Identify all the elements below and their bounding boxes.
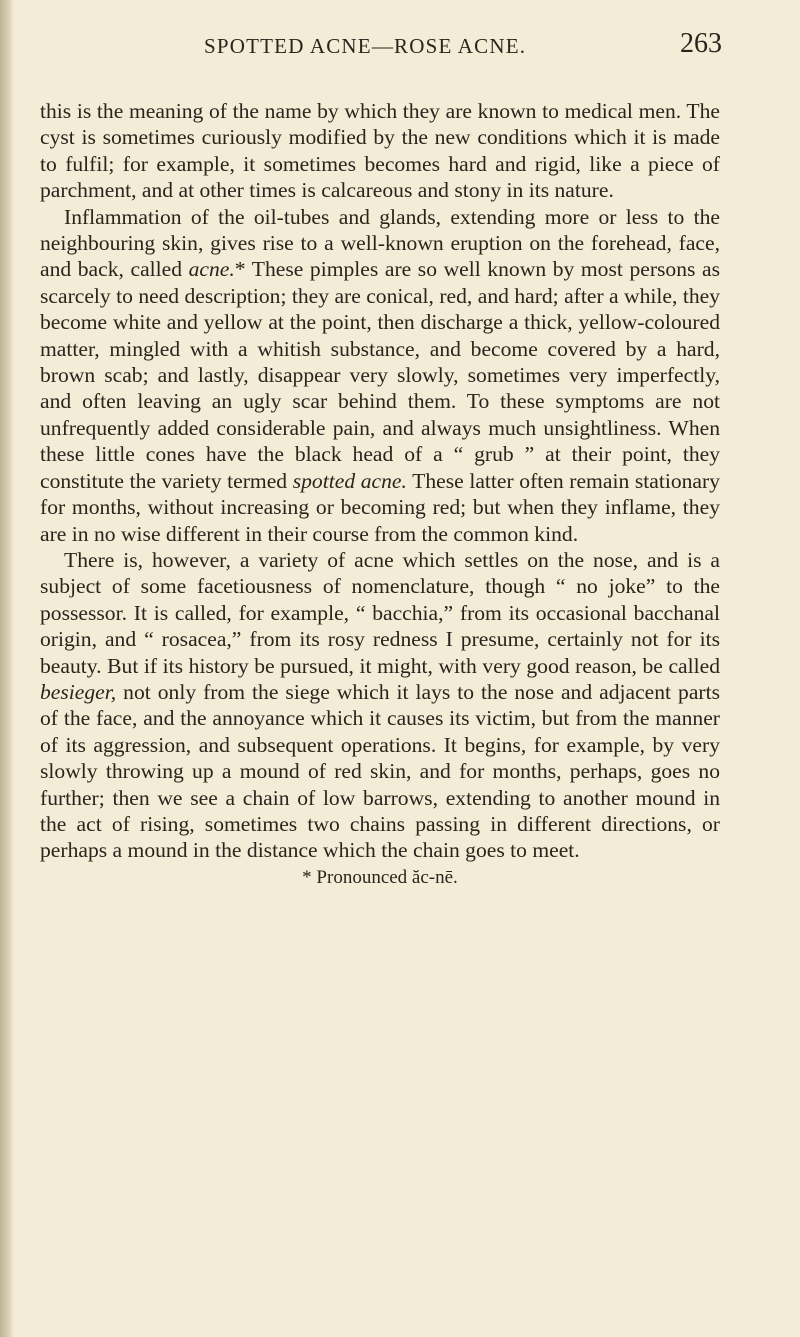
page-number: 263 <box>680 28 722 59</box>
book-page <box>40 28 720 890</box>
text-run: These latter often remain stationary for months, without increasing or becoming red; but when they inflame, they are in no wise different in their course from the common kind. <box>40 468 721 546</box>
paragraph-3 <box>40 547 720 864</box>
running-head <box>40 28 720 72</box>
text-run: this is the meaning of the name by which they are known to medical men. The cyst is sometimes curiously modified by the new conditions which it is made to fulfil; for example, it sometimes becomes hard and rigid, like a piece of parchment, and at other times is calcareous and stony in its nature. <box>40 99 720 203</box>
paragraph-1 <box>40 98 720 204</box>
text-run: not only from the siege which it lays to the nose and adjacent parts of the face, and the annoyance which it causes its victim, but from the manner of its aggression, and subsequent operations. It begins, for example, by very slowly throwing up a mound of red skin, and for months, perhaps, goes no further; then we see a chain of low barrows, extending to another mound in the act of rising, sometimes two chains passing in different directions, or perhaps a mound in the distance which the chain goes to meet. <box>40 679 720 863</box>
paragraph-2 <box>40 204 720 547</box>
footnote: * Pronounced ăc-nē. <box>302 866 458 888</box>
italic-term-besieger: besieger, <box>40 679 117 704</box>
italic-term-spotted-acne: spotted acne. <box>292 468 407 493</box>
body-text <box>40 98 720 864</box>
italic-term-acne: acne. <box>188 257 235 282</box>
text-run: There is, however, a variety of acne which settles on the nose, and is a subject of some facetiousness of nomenclature, though “ no joke” to the possessor. It is called, for example, “ bacchia,” from its occasional bacchanal origin, and “ rosacea,” from its rosy redness I presume, certainly not for its beauty. But if its history be pursued, it might, with very good reason, be called <box>40 547 720 678</box>
page-binding-edge <box>0 0 14 1337</box>
text-run: Inflammation of the oil-tubes and glands, extending more or less to the neighbouring skin, gives rise to a well-known eruption on the forehead, face, and back, called <box>40 204 720 282</box>
running-title: SPOTTED ACNE—ROSE ACNE. <box>204 34 527 58</box>
text-run: * These pimples are so well known by most persons as scarcely to need description; they are conical, red, and hard; after a while, they become white and yellow at the point, then discharge a thick, yellow-coloured matter, mingled with a whitish substance, and become covered by a hard, brown scab; and lastly, disappear very slowly, sometimes very imperfectly, and often leaving an ugly scar behind them. To these symptoms are not unfrequently added considerable pain, and always much unsightliness. When these little cones have the black head of a “ grub ” at their point, they constitute the variety termed <box>40 257 720 493</box>
